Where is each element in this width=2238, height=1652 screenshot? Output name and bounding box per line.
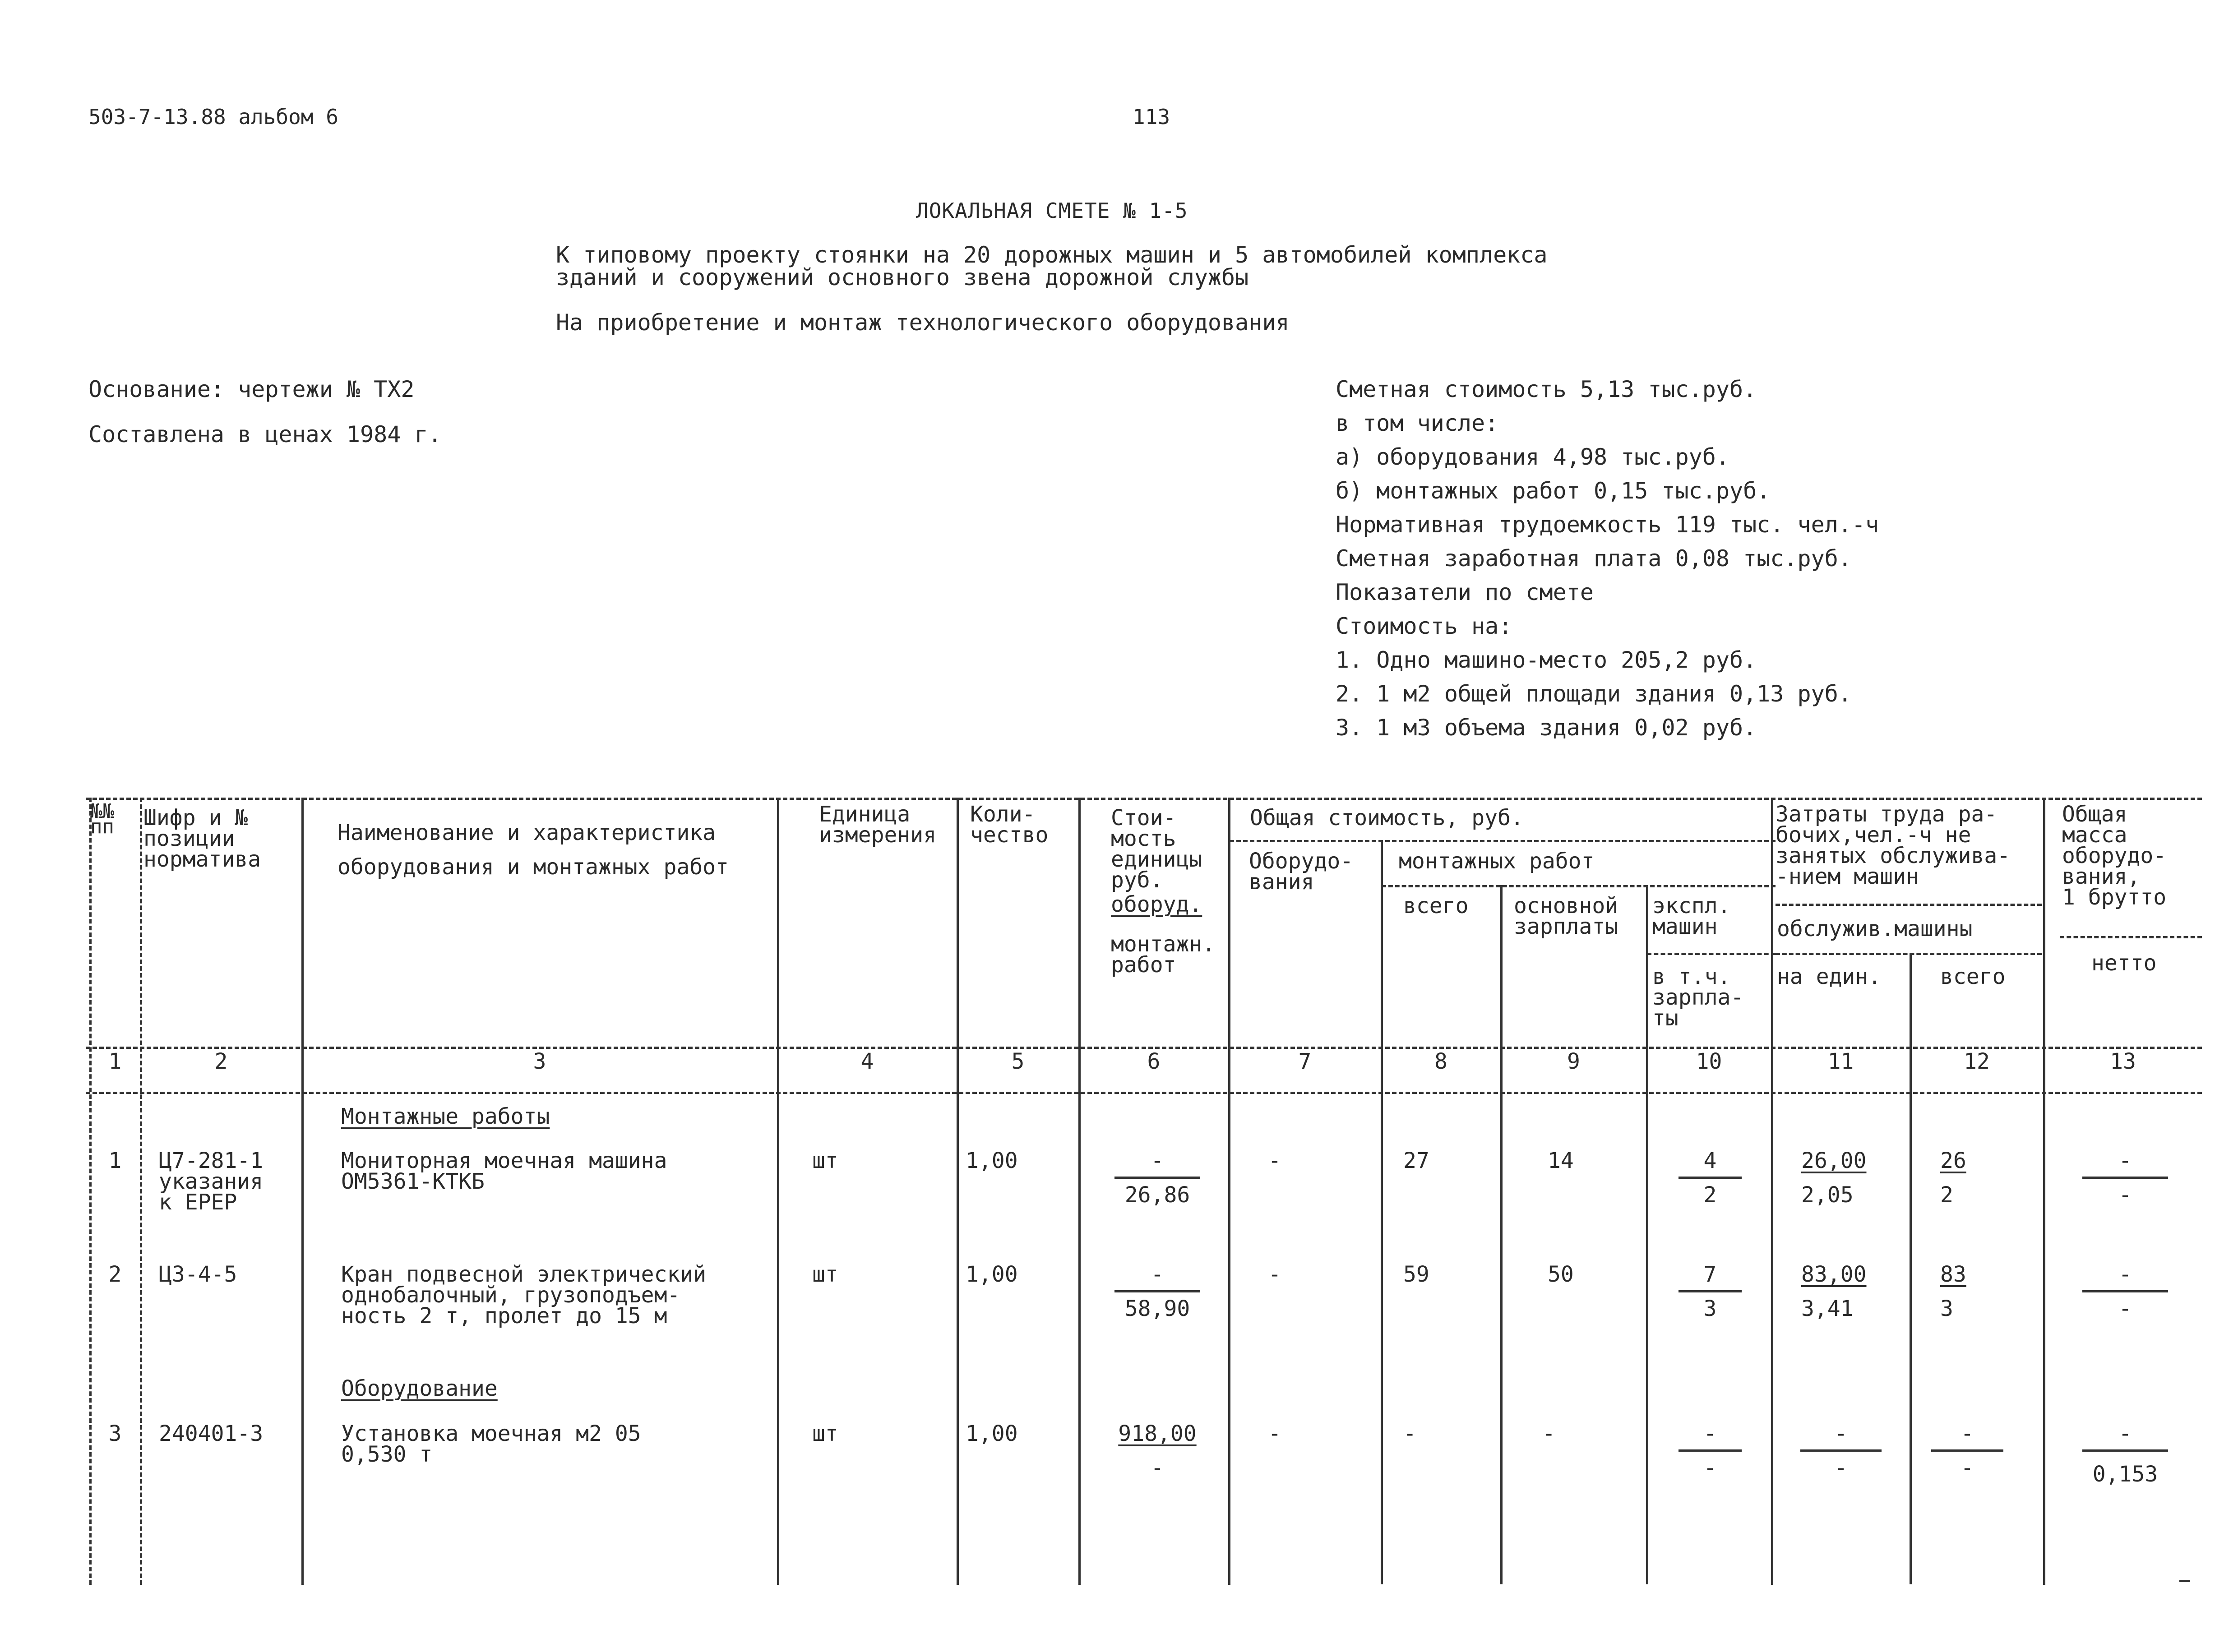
header-labor-total: всего [1940, 964, 2006, 989]
row-qty: 1,00 [966, 1262, 1018, 1287]
header-total-cost: Общая стоимость, руб. [1250, 805, 1524, 831]
row-labor-service-per-unit: 3,41 [1801, 1296, 1854, 1321]
row-unit: шт [812, 1148, 838, 1173]
header-incl-salary: в т.ч. зарпла- ты [1652, 964, 1744, 1031]
row-machine-op: 7 [1703, 1262, 1717, 1287]
col-border-0 [89, 798, 92, 1585]
header-labor: Затраты труда ра- бочих,чел.-ч не занятых обслужива- -нием машин [1776, 802, 2011, 889]
summary-line-9: 1. Одно машино-место 205,2 руб. [1336, 647, 1757, 673]
header-machine-op: экспл. машин [1652, 893, 1731, 939]
row-name: Мониторная моечная машина ОМ5361-КТКБ [341, 1148, 667, 1194]
row-unit-cost-equip: - [1151, 1262, 1164, 1287]
row-fraction-bar [1114, 1290, 1200, 1292]
row-machine-op: - [1703, 1421, 1717, 1446]
row-mass-net: - [2118, 1296, 2132, 1321]
row-unit: шт [812, 1262, 838, 1287]
row-labor-service-per-unit: - [1834, 1455, 1848, 1481]
row-mass-net: 0,153 [2092, 1462, 2158, 1487]
row-fraction-bar [1678, 1290, 1742, 1292]
col-number: 7 [1298, 1049, 1312, 1074]
subtitle-line-1: К типовому проекту стоянки на 20 дорожных машин и 5 автомобилей комплекса [556, 242, 1548, 268]
row-code: 240401-3 [159, 1421, 264, 1446]
page-number: 113 [1133, 105, 1170, 129]
col-number: 5 [1011, 1049, 1025, 1074]
col-border-12 [2043, 798, 2045, 1585]
header-basic-salary: основной зарплаты [1514, 893, 1618, 939]
row-mass-gross: - [2118, 1421, 2132, 1446]
col-border-11 [1910, 953, 1912, 1584]
col-number: 2 [214, 1049, 228, 1074]
header-rule-mounting [1382, 885, 1776, 887]
col-border-9 [1646, 885, 1648, 1584]
row-labor-total: - [1961, 1421, 1974, 1446]
row-unit-cost-equip: 918,00 [1118, 1421, 1197, 1446]
col-border-7 [1381, 840, 1383, 1584]
row-fraction-bar [2082, 1177, 2168, 1179]
summary-line-8: Стоимость на: [1336, 613, 1512, 639]
row-fraction-bar [1114, 1177, 1200, 1179]
row-labor-service-per-unit: 2,05 [1801, 1182, 1854, 1208]
row-labor-service-total: - [1961, 1455, 1974, 1481]
row-mass-gross: - [2118, 1148, 2132, 1173]
table-top-rule [86, 798, 2202, 800]
purpose-line: На приобретение и монтаж технологического оборудования [556, 309, 1290, 336]
header-rule-labor-sub [1776, 953, 2042, 955]
row-basic-salary: 50 [1548, 1262, 1574, 1287]
row-unit-cost-mount: 26,86 [1124, 1182, 1190, 1208]
row-equipment-cost: - [1268, 1262, 1281, 1287]
summary-line-5: Нормативная трудоемкость 119 тыс. чел.-ч [1336, 512, 1879, 538]
row-fraction-bar [1678, 1449, 1742, 1452]
header-rule-mass [2060, 936, 2202, 938]
col-number: 4 [860, 1049, 874, 1074]
row-num: 1 [108, 1148, 122, 1173]
header-per-unit: на един. [1777, 964, 1882, 989]
row-qty: 1,00 [966, 1421, 1018, 1446]
row-fraction-bar [1678, 1177, 1742, 1179]
header-code: Шифр и № позиции норматива [143, 805, 261, 872]
summary-line-7: Показатели по смете [1336, 579, 1594, 605]
col-number: 12 [1964, 1049, 1990, 1074]
row-equipment-cost: - [1268, 1148, 1281, 1173]
col-border-3 [777, 798, 779, 1585]
row-num: 2 [108, 1262, 122, 1287]
row-unit-cost-mount: - [1151, 1455, 1164, 1481]
header-qty: Коли- чество [970, 802, 1049, 848]
row-mass-gross: - [2118, 1262, 2132, 1287]
col-border-2 [301, 798, 304, 1585]
row-name: Установка моечная м2 05 0,530 т [341, 1421, 641, 1467]
row-basic-salary: - [1542, 1421, 1555, 1446]
summary-line-6: Сметная заработная плата 0,08 тыс.руб. [1336, 545, 1852, 572]
basis-line: Основание: чертежи № ТХ2 [88, 376, 415, 402]
header-unit-cost-mount: монтажн. работ [1111, 932, 1216, 978]
row-unit-cost-equip: - [1151, 1148, 1164, 1173]
row-incl-salary: 2 [1703, 1182, 1717, 1208]
row-fraction-bar [2082, 1290, 2168, 1292]
col-border-8 [1500, 885, 1503, 1584]
section-equipment: Оборудование [341, 1376, 498, 1401]
col-border-1 [140, 798, 142, 1585]
header-name: Наименование и характеристика оборудования и монтажных работ [338, 820, 729, 880]
summary-line-3: а) оборудования 4,98 тыс.руб. [1336, 444, 1729, 470]
row-mount-total: 27 [1403, 1148, 1429, 1173]
col-number: 8 [1434, 1049, 1447, 1074]
summary-line-1: Сметная стоимость 5,13 тыс.руб. [1336, 376, 1757, 402]
row-mass-net: - [2118, 1182, 2132, 1208]
row-fraction-bar [2082, 1449, 2168, 1452]
prices-line: Составлена в ценах 1984 г. [88, 421, 442, 448]
header-rule-labor [1776, 904, 2042, 906]
row-unit-cost-mount: 58,90 [1124, 1296, 1190, 1321]
summary-line-11: 3. 1 м3 объема здания 0,02 руб. [1336, 715, 1757, 741]
row-labor-total: 26 [1940, 1148, 1966, 1173]
col-border-6 [1228, 798, 1230, 1585]
col-number: 10 [1696, 1049, 1722, 1074]
row-labor-per-unit: 26,00 [1801, 1148, 1867, 1173]
header-bottom-rule [86, 1047, 2202, 1049]
header-labor-service: обслужив.машины [1777, 916, 1973, 941]
header-rule-machine [1647, 953, 1776, 955]
header-mounting: монтажных работ [1399, 849, 1595, 874]
estimate-title: ЛОКАЛЬНАЯ СМЕТЕ № 1-5 [916, 198, 1188, 223]
col-border-10 [1771, 798, 1773, 1585]
col-number: 9 [1567, 1049, 1580, 1074]
row-mount-total: 59 [1403, 1262, 1429, 1287]
header-equipment: Оборудо- вания [1249, 849, 1354, 895]
header-unit-cost-equip: оборуд. [1111, 892, 1202, 917]
row-fraction-bar [1931, 1449, 2003, 1452]
row-labor-per-unit: - [1834, 1421, 1848, 1446]
row-labor-service-total: 3 [1940, 1296, 1953, 1321]
row-labor-total: 83 [1940, 1262, 1966, 1287]
col-border-4 [957, 798, 959, 1585]
col-number: 13 [2110, 1049, 2136, 1074]
col-number: 1 [108, 1049, 122, 1074]
header-rule-total-cost [1230, 840, 1776, 842]
summary-line-2: в том числе: [1336, 410, 1499, 436]
section-mounting-works: Монтажные работы [341, 1104, 550, 1129]
row-equipment-cost: - [1268, 1421, 1281, 1446]
row-num: 3 [108, 1421, 122, 1446]
row-incl-salary: 3 [1703, 1296, 1717, 1321]
row-qty: 1,00 [966, 1148, 1018, 1173]
col-numbers-rule [86, 1092, 2202, 1094]
header-unit: Единица измерения [819, 802, 937, 848]
col-number: 3 [533, 1049, 546, 1074]
row-code: Ц3-4-5 [159, 1262, 237, 1287]
row-labor-per-unit: 83,00 [1801, 1262, 1867, 1287]
edge-mark [2179, 1580, 2190, 1582]
row-incl-salary: - [1703, 1455, 1717, 1481]
header-unit-cost: Стои- мость единицы руб. [1111, 805, 1202, 893]
row-unit: шт [812, 1421, 838, 1446]
header-net: нетто [2091, 951, 2157, 976]
col-border-5 [1078, 798, 1081, 1585]
subtitle-line-2: зданий и сооружений основного звена дорожной службы [556, 264, 1249, 291]
row-name: Кран подвесной электрический однобалочный, грузоподъем- ность 2 т, пролет до 15 м [341, 1262, 707, 1329]
header-mount-total: всего [1403, 893, 1469, 918]
col-number: 6 [1147, 1049, 1161, 1074]
summary-line-10: 2. 1 м2 общей площади здания 0,13 руб. [1336, 681, 1852, 707]
row-mount-total: - [1403, 1421, 1416, 1446]
document-code: 503-7-13.88 альбом 6 [88, 105, 338, 129]
row-basic-salary: 14 [1548, 1148, 1574, 1173]
col-number: 11 [1827, 1049, 1854, 1074]
summary-line-4: б) монтажных работ 0,15 тыс.руб. [1336, 478, 1771, 504]
header-num: №№ пп [90, 800, 114, 838]
row-machine-op: 4 [1703, 1148, 1717, 1173]
row-labor-service-total: 2 [1940, 1182, 1953, 1208]
row-code: Ц7-281-1 указания к ЕРЕР [159, 1148, 264, 1215]
row-fraction-bar [1800, 1449, 1882, 1452]
header-mass: Общая масса оборудо- вания, 1 брутто [2062, 802, 2167, 910]
